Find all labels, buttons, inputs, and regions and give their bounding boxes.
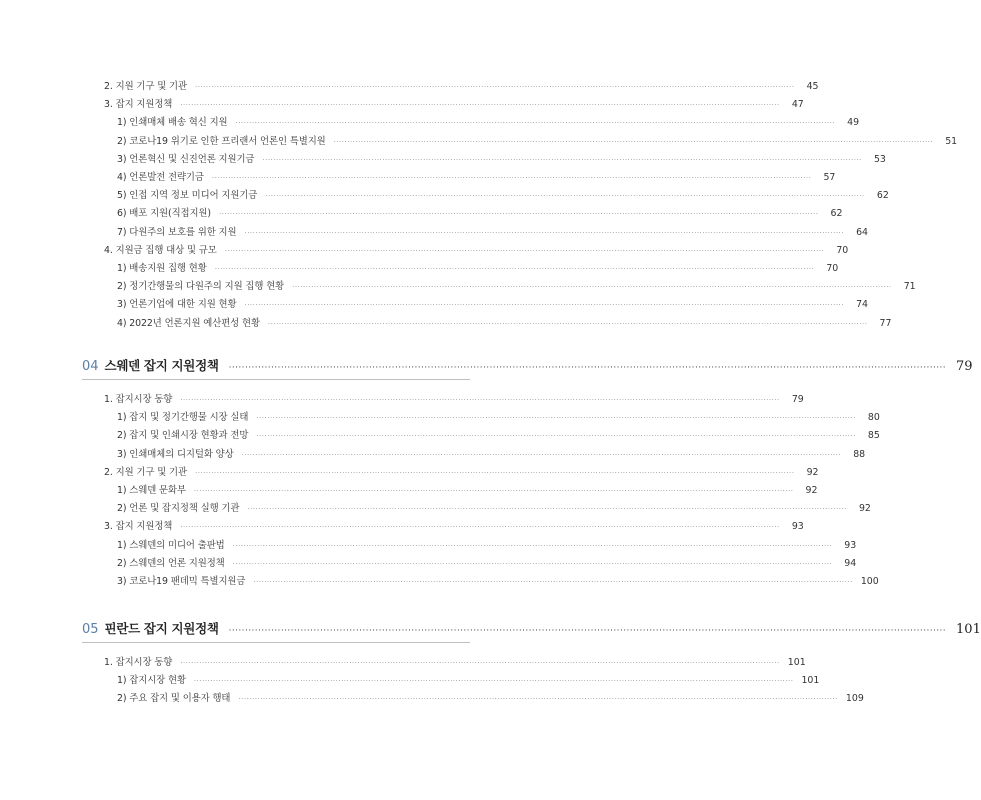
dot-leader: ···························································································································································································································· <box>265 192 865 201</box>
toc-entry-page: 47 <box>791 99 804 111</box>
toc-entry-label: 4) 언론발전 전략기금 <box>117 172 204 183</box>
toc-entry-page: 94 <box>844 557 857 569</box>
toc-entry[interactable] <box>117 135 958 149</box>
chapter-page: 79 <box>956 359 973 374</box>
toc-entry[interactable] <box>117 116 860 130</box>
toc-entry-label: 7) 다원주의 보호를 위한 지원 <box>117 226 237 238</box>
toc-entry[interactable] <box>104 393 804 407</box>
dot-leader: ···························································································································································································································· <box>194 83 795 91</box>
toc-entry-label: 1. 잡지시장 동향 <box>104 657 173 668</box>
toc-entry-label: 1) 잡지시장 현황 <box>117 675 186 687</box>
toc-entry[interactable] <box>104 80 819 94</box>
dot-leader: ···························································································································································································································· <box>218 210 819 219</box>
toc-entry-page: 45 <box>806 81 819 92</box>
dot-leader: ···························································································································································································································· <box>256 432 856 441</box>
dot-leader: ···························································································································································································································· <box>214 265 815 273</box>
toc-entry[interactable] <box>104 656 806 670</box>
toc-entry-page: 93 <box>844 539 857 551</box>
toc-entry[interactable] <box>117 692 864 706</box>
toc-entry-label: 3) 언론혁신 및 신진언론 지원기금 <box>117 153 255 165</box>
toc-entry-page: 92 <box>805 485 818 496</box>
toc-entry[interactable] <box>117 262 839 276</box>
dot-leader: ···························································································································································································································· <box>228 626 947 636</box>
toc-entry-label: 6) 배포 지원(직접지원) <box>117 208 211 220</box>
toc-entry-label: 2) 스웨덴의 언론 지원정책 <box>117 557 225 569</box>
chapter-title: 스웨덴 잡지 지원정책 <box>104 358 219 373</box>
toc-entry-page: 109 <box>845 693 864 705</box>
dot-leader: ···························································································································································································································· <box>228 363 947 373</box>
toc-entry[interactable] <box>117 539 857 553</box>
toc-entry-page: 62 <box>876 190 889 202</box>
toc-entry-page: 88 <box>853 448 866 460</box>
toc-entry-page: 80 <box>867 412 880 424</box>
toc-entry-label: 4) 2022년 언론지원 예산편성 현황 <box>117 317 260 329</box>
toc-entry-label: 3) 언론기업에 대한 지원 현황 <box>117 299 237 311</box>
toc-entry[interactable] <box>117 575 879 589</box>
toc-entry-page: 92 <box>806 466 819 478</box>
toc-entry[interactable] <box>117 411 880 425</box>
toc-entry[interactable] <box>117 298 868 312</box>
toc-entry-page: 101 <box>801 675 820 687</box>
toc-entry-label: 1) 잡지 및 정기간행물 시장 실태 <box>117 412 249 424</box>
dot-leader: ···························································································································································································································· <box>256 414 856 423</box>
dot-leader: ···························································································································································································································· <box>224 246 825 255</box>
chapter-divider <box>82 379 470 380</box>
toc-entry-page: 49 <box>847 117 860 129</box>
toc-entry-label: 1) 스웨덴 문화부 <box>117 485 186 496</box>
toc-entry-page: 92 <box>858 503 871 515</box>
toc-entry[interactable] <box>117 448 866 462</box>
dot-leader: ···························································································································································································································· <box>180 396 780 404</box>
toc-entry-label: 2. 지원 기구 및 기관 <box>104 466 187 478</box>
toc-entry-page: 71 <box>903 281 916 293</box>
toc-entry-label: 2) 코로나19 위기로 인한 프리랜서 언론인 특별지원 <box>117 135 326 147</box>
toc-entry-label: 3) 코로나19 팬데믹 특별지원금 <box>117 576 246 587</box>
dot-leader: ···························································································································································································································· <box>247 505 847 514</box>
toc-entry[interactable] <box>104 520 804 534</box>
toc-entry-page: 62 <box>830 208 843 220</box>
toc-entry[interactable] <box>104 466 819 480</box>
toc-entry[interactable] <box>117 171 836 185</box>
dot-leader: ···························································································································································································································· <box>180 101 780 110</box>
toc-entry-label: 2) 주요 잡지 및 이용자 행태 <box>117 693 231 705</box>
chapter-heading[interactable] <box>82 356 973 376</box>
dot-leader: ···························································································································································································································· <box>238 695 838 704</box>
toc-entry-label: 1) 배송지원 집행 현황 <box>117 263 207 274</box>
toc-entry-label: 1) 스웨덴의 미디어 출판법 <box>117 539 225 551</box>
dot-leader: ···························································································································································································································· <box>232 541 833 550</box>
toc-entry-label: 2) 잡지 및 인쇄시장 현황과 전망 <box>117 430 249 442</box>
toc-entry-page: 70 <box>826 263 839 274</box>
toc-entry[interactable] <box>117 226 868 240</box>
dot-leader: ···························································································································································································································· <box>244 301 844 310</box>
toc-entry-page: 77 <box>879 317 892 329</box>
toc-entry-page: 93 <box>791 521 804 533</box>
toc-entry[interactable] <box>117 557 857 571</box>
toc-entry-page: 101 <box>787 657 806 668</box>
toc-entry-label: 5) 인접 지역 정보 미디어 지원기금 <box>117 190 258 202</box>
chapter-page: 101 <box>956 622 981 637</box>
toc-entry-label: 3. 잡지 지원정책 <box>104 521 173 533</box>
toc-entry-label: 2. 지원 기구 및 기관 <box>104 81 187 92</box>
toc-entry-label: 1. 잡지시장 동향 <box>104 394 173 405</box>
toc-entry[interactable] <box>117 280 916 294</box>
toc-entry[interactable] <box>117 189 889 203</box>
toc-entry[interactable] <box>117 207 843 221</box>
chapter-number: 04 <box>82 359 99 374</box>
toc-entry-label: 3) 인쇄매체의 디지털화 양상 <box>117 448 234 460</box>
dot-leader: ···························································································································································································································· <box>180 523 780 532</box>
toc-entry-label: 2) 정기간행물의 다원주의 지원 집행 현황 <box>117 281 285 293</box>
dot-leader: ···························································································································································································································· <box>211 174 812 182</box>
toc-entry[interactable] <box>117 502 871 516</box>
dot-leader: ···························································································································································································································· <box>180 659 780 667</box>
dot-leader: ···························································································································································································································· <box>194 468 795 477</box>
toc-entry-label: 3. 잡지 지원정책 <box>104 99 173 111</box>
toc-entry-page: 53 <box>873 153 886 165</box>
toc-entry-label: 1) 인쇄매체 배송 혁신 지원 <box>117 117 228 129</box>
dot-leader: ···························································································································································································································· <box>235 119 836 128</box>
chapter-title: 핀란드 잡지 지원정책 <box>104 621 219 636</box>
toc-entry[interactable] <box>104 244 849 258</box>
toc-entry[interactable] <box>117 484 818 498</box>
toc-entry-page: 79 <box>791 394 804 405</box>
chapter-divider <box>82 642 470 643</box>
toc-entry-page: 100 <box>860 576 879 587</box>
dot-leader: ···························································································································································································································· <box>253 578 853 586</box>
chapter-number: 05 <box>82 622 99 637</box>
dot-leader: ···························································································································································································································· <box>193 487 794 495</box>
toc-entry[interactable] <box>117 674 820 688</box>
toc-entry-label: 2) 언론 및 잡지정책 실행 기관 <box>117 503 240 515</box>
toc-entry[interactable] <box>104 98 804 112</box>
toc-entry-page: 64 <box>856 226 868 238</box>
toc-entry-page: 57 <box>823 172 836 183</box>
toc-entry-page: 85 <box>867 430 880 442</box>
chapter-heading[interactable] <box>82 619 981 639</box>
toc-entry-label: 4. 지원금 집행 대상 및 규모 <box>104 244 217 256</box>
dot-leader: ···························································································································································································································· <box>267 319 868 328</box>
dot-leader: ···························································································································································································································· <box>244 228 844 237</box>
toc-entry-page: 70 <box>836 244 849 256</box>
dot-leader: ···························································································································································································································· <box>333 137 934 146</box>
toc-entry[interactable] <box>117 429 880 443</box>
dot-leader: ···························································································································································································································· <box>241 450 842 459</box>
toc-entry-page: 51 <box>945 135 958 147</box>
dot-leader: ···························································································································································································································· <box>193 677 794 686</box>
toc-entry[interactable] <box>117 317 892 331</box>
toc-entry[interactable] <box>117 153 886 167</box>
dot-leader: ···························································································································································································································· <box>292 283 892 292</box>
dot-leader: ···························································································································································································································· <box>232 559 833 568</box>
toc-entry-page: 74 <box>856 299 868 311</box>
dot-leader: ···························································································································································································································· <box>262 155 862 164</box>
